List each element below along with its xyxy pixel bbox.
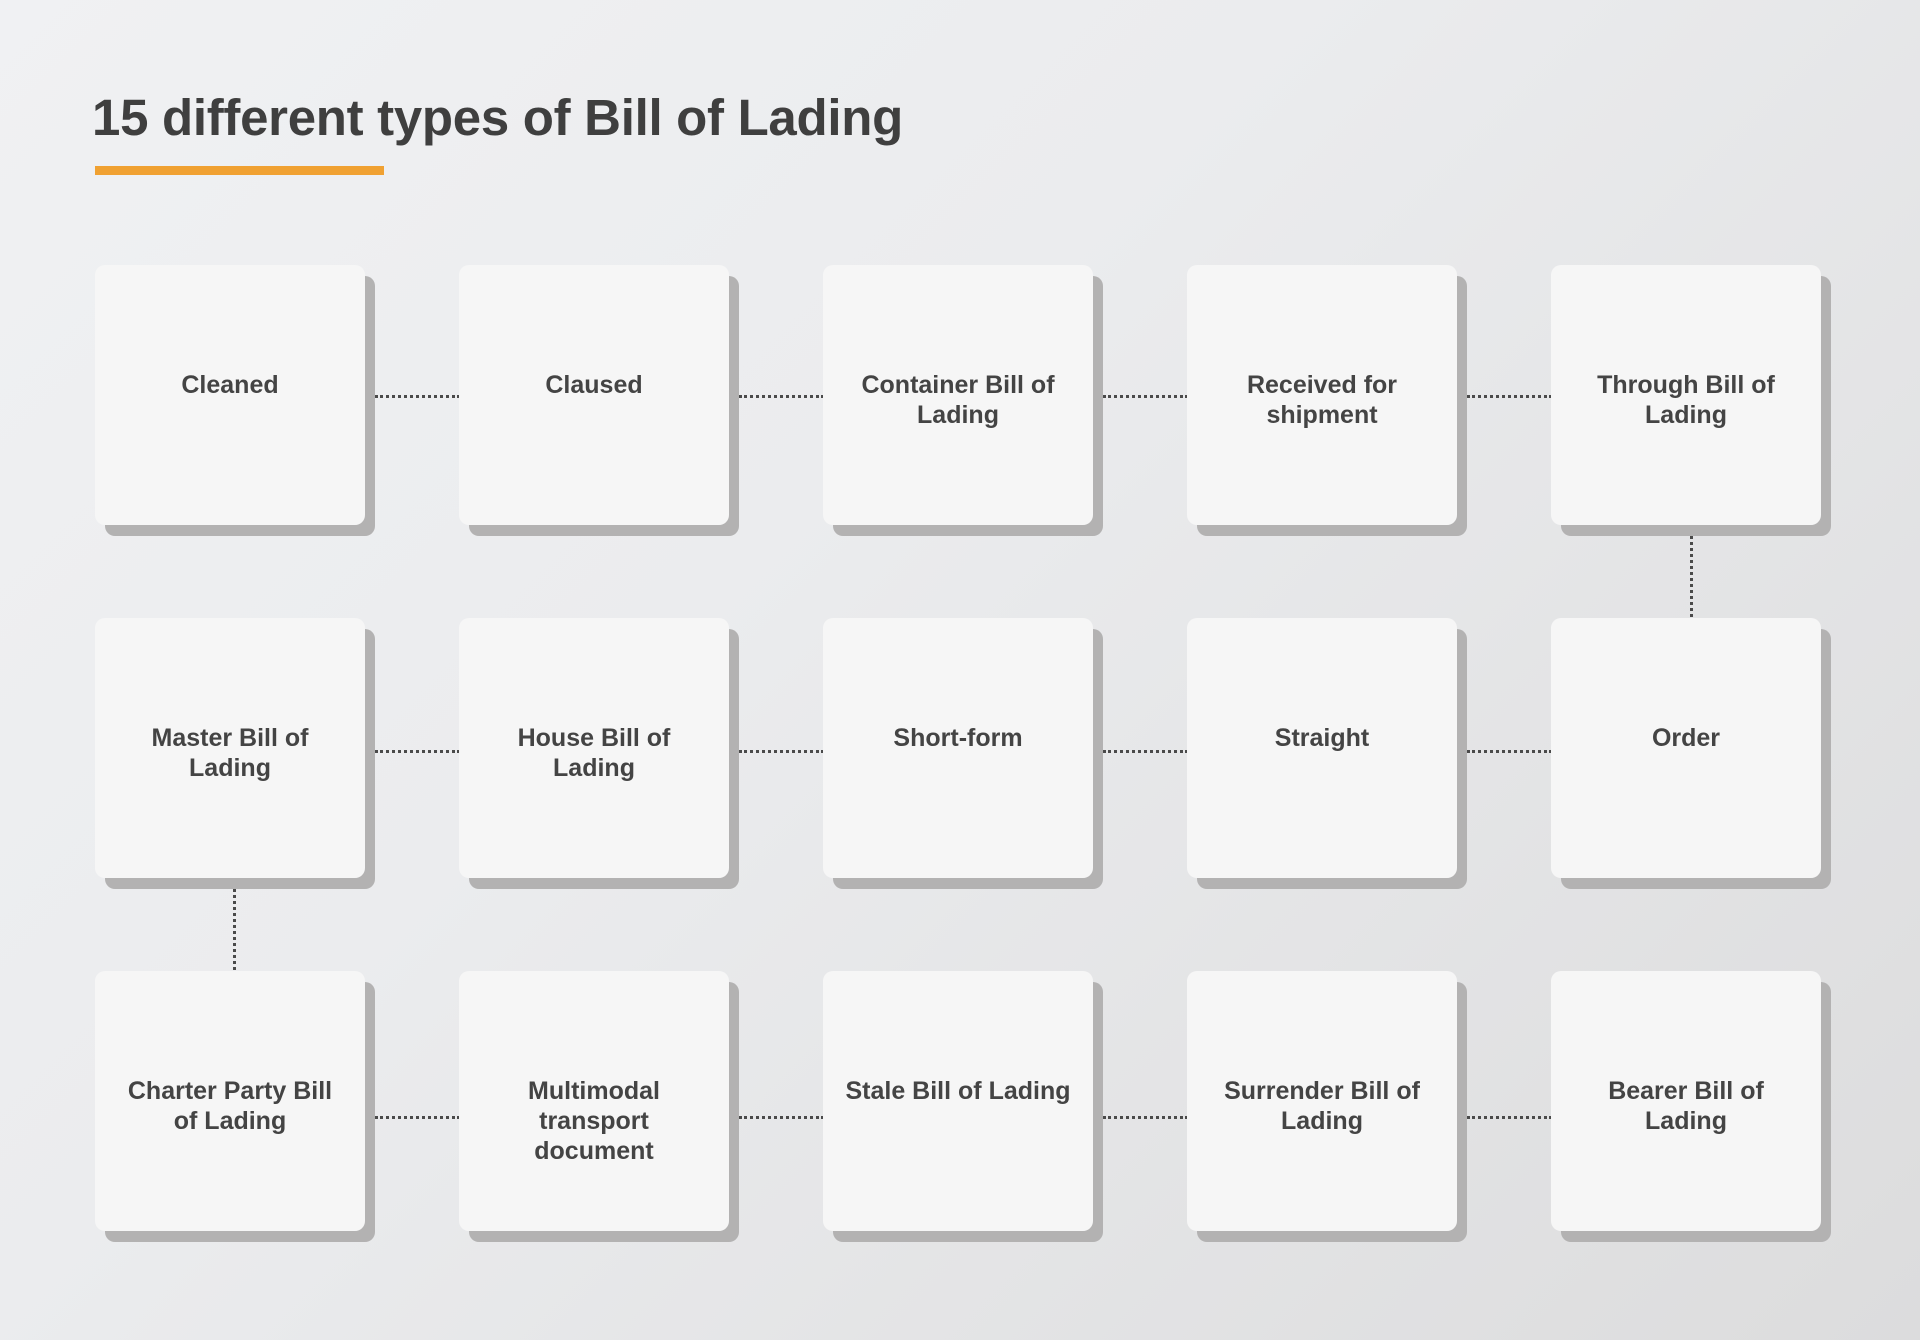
connector bbox=[1690, 536, 1693, 617]
card-short-form bbox=[823, 618, 1093, 878]
card-surrender-bill-of-lading bbox=[1187, 971, 1457, 1231]
connector bbox=[739, 395, 824, 398]
card-label: Stale Bill of Lading bbox=[845, 1077, 1071, 1105]
card-label: Claused bbox=[545, 371, 643, 399]
connector bbox=[1467, 395, 1552, 398]
connector bbox=[1103, 750, 1188, 753]
connector bbox=[739, 750, 824, 753]
card-label: Bearer Bill of Lading bbox=[1608, 1077, 1764, 1135]
connector bbox=[233, 889, 236, 970]
page-title: 15 different types of Bill of Lading bbox=[92, 89, 903, 146]
connector bbox=[1103, 1116, 1188, 1119]
card-order bbox=[1551, 618, 1821, 878]
connector bbox=[375, 1116, 460, 1119]
connector bbox=[375, 395, 460, 398]
card-label: Multimodal transport document bbox=[528, 1077, 660, 1165]
card-label: Container Bill of Lading bbox=[861, 371, 1055, 429]
card-multimodal-transport-document bbox=[459, 971, 729, 1231]
card-label: Through Bill of Lading bbox=[1597, 371, 1775, 429]
card-label: Surrender Bill of Lading bbox=[1224, 1077, 1420, 1135]
card-label: Straight bbox=[1274, 724, 1370, 752]
card-label: Received for shipment bbox=[1246, 371, 1398, 429]
card-label: House Bill of Lading bbox=[517, 724, 671, 782]
connector bbox=[1467, 1116, 1552, 1119]
card-straight bbox=[1187, 618, 1457, 878]
card-master-bill-of-lading bbox=[95, 618, 365, 878]
card-container-bill-of-lading bbox=[823, 265, 1093, 525]
card-label: Master Bill of Lading bbox=[151, 724, 309, 782]
card-charter-party-bill-of-lading bbox=[95, 971, 365, 1231]
card-label: Cleaned bbox=[181, 371, 279, 399]
card-label: Order bbox=[1651, 724, 1721, 752]
card-label: Short-form bbox=[893, 724, 1023, 752]
card-house-bill-of-lading bbox=[459, 618, 729, 878]
connector bbox=[1467, 750, 1552, 753]
connector bbox=[375, 750, 460, 753]
card-label: Charter Party Bill of Lading bbox=[127, 1077, 333, 1135]
connector bbox=[1103, 395, 1188, 398]
card-claused bbox=[459, 265, 729, 525]
card-bearer-bill-of-lading bbox=[1551, 971, 1821, 1231]
card-stale-bill-of-lading bbox=[823, 971, 1093, 1231]
connector bbox=[739, 1116, 824, 1119]
card-cleaned bbox=[95, 265, 365, 525]
card-through-bill-of-lading bbox=[1551, 265, 1821, 525]
card-received-for-shipment bbox=[1187, 265, 1457, 525]
